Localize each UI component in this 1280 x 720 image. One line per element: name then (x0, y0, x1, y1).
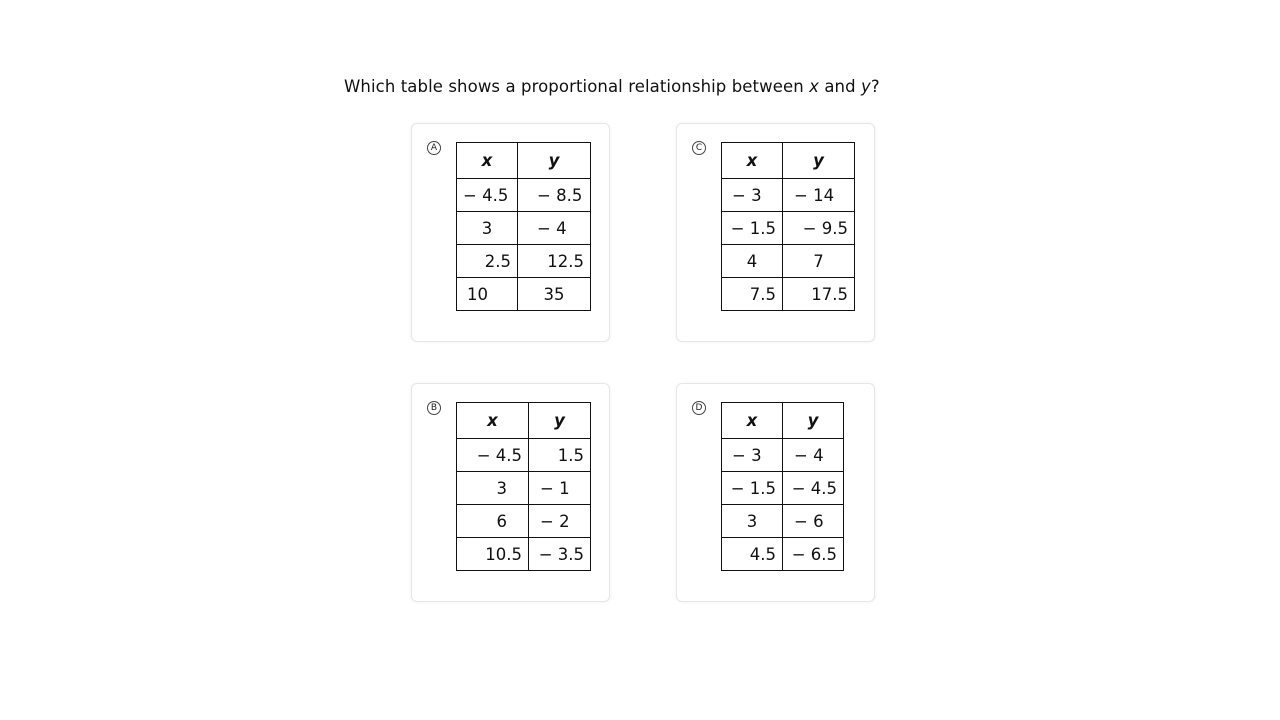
choice-c-letter: C (695, 142, 703, 153)
table-row (722, 212, 855, 245)
choice-b-letter: B (430, 402, 438, 413)
choice-a-card[interactable] (411, 123, 610, 342)
table-cell: − 1.5 (722, 472, 783, 505)
table-header-x: x (722, 143, 783, 179)
table-header-row (457, 403, 591, 439)
table-cell: − 1.5 (722, 212, 783, 245)
table-row (457, 472, 591, 505)
table-row (457, 179, 591, 212)
table-cell: − 3 (722, 179, 783, 212)
table-cell: − 6 (783, 505, 844, 538)
table-header-y: y (518, 143, 591, 179)
table-cell: − 2 (529, 505, 591, 538)
table-row (722, 472, 844, 505)
table-row (722, 245, 855, 278)
table-cell: − 4.5 (457, 179, 518, 212)
choice-c-table (721, 142, 855, 311)
table-cell: 4.5 (722, 538, 783, 571)
choice-b-card[interactable] (411, 383, 610, 602)
table-header-row (457, 143, 591, 179)
choice-a-radio[interactable] (427, 141, 441, 155)
choice-a-table (456, 142, 591, 311)
table-cell: − 1 (529, 472, 591, 505)
table-cell: − 6.5 (783, 538, 844, 571)
choice-d-table (721, 402, 844, 571)
table-cell: − 3 (722, 439, 783, 472)
table-row (722, 179, 855, 212)
table-cell: 4 (722, 245, 783, 278)
choice-d-letter: D (695, 402, 703, 413)
question-var-y: y (861, 77, 871, 96)
choice-d-card[interactable] (676, 383, 875, 602)
question-var-x: x (809, 77, 819, 96)
table-row (457, 538, 591, 571)
table-cell: 17.5 (783, 278, 855, 311)
choice-c-card[interactable] (676, 123, 875, 342)
table-cell: 6 (457, 505, 529, 538)
table-cell: − 8.5 (518, 179, 591, 212)
table-cell: − 9.5 (783, 212, 855, 245)
table-cell: 7.5 (722, 278, 783, 311)
table-header-y: y (783, 143, 855, 179)
table-row (457, 212, 591, 245)
table-header-x: x (457, 403, 529, 439)
table-header-row (722, 403, 844, 439)
table-cell: 12.5 (518, 245, 591, 278)
table-cell: 3 (457, 212, 518, 245)
table-row (722, 278, 855, 311)
table-cell: − 4 (783, 439, 844, 472)
table-cell: 3 (722, 505, 783, 538)
table-cell: − 3.5 (529, 538, 591, 571)
table-row (722, 505, 844, 538)
choice-c-radio[interactable] (692, 141, 706, 155)
question-suffix: ? (870, 77, 880, 96)
table-cell: 2.5 (457, 245, 518, 278)
table-row (722, 439, 844, 472)
table-header-row (722, 143, 855, 179)
table-cell: − 4.5 (457, 439, 529, 472)
table-row (457, 505, 591, 538)
choice-d-radio[interactable] (692, 401, 706, 415)
table-header-y: y (783, 403, 844, 439)
table-cell: 35 (518, 278, 591, 311)
table-row (457, 278, 591, 311)
question-text (344, 77, 880, 96)
question-prefix: Which table shows a proportional relationship between (344, 77, 810, 96)
table-cell: 3 (457, 472, 529, 505)
table-row (457, 245, 591, 278)
table-row (722, 538, 844, 571)
table-cell: − 14 (783, 179, 855, 212)
table-header-x: x (457, 143, 518, 179)
choice-b-radio[interactable] (427, 401, 441, 415)
table-cell: − 4.5 (783, 472, 844, 505)
choice-a-letter: A (430, 142, 438, 153)
table-cell: 10.5 (457, 538, 529, 571)
choice-b-table (456, 402, 591, 571)
table-header-y: y (529, 403, 591, 439)
table-cell: 7 (783, 245, 855, 278)
question-middle: and (819, 77, 862, 96)
table-header-x: x (722, 403, 783, 439)
table-cell: − 4 (518, 212, 591, 245)
table-cell: 1.5 (529, 439, 591, 472)
table-row (457, 439, 591, 472)
table-cell: 10 (457, 278, 518, 311)
